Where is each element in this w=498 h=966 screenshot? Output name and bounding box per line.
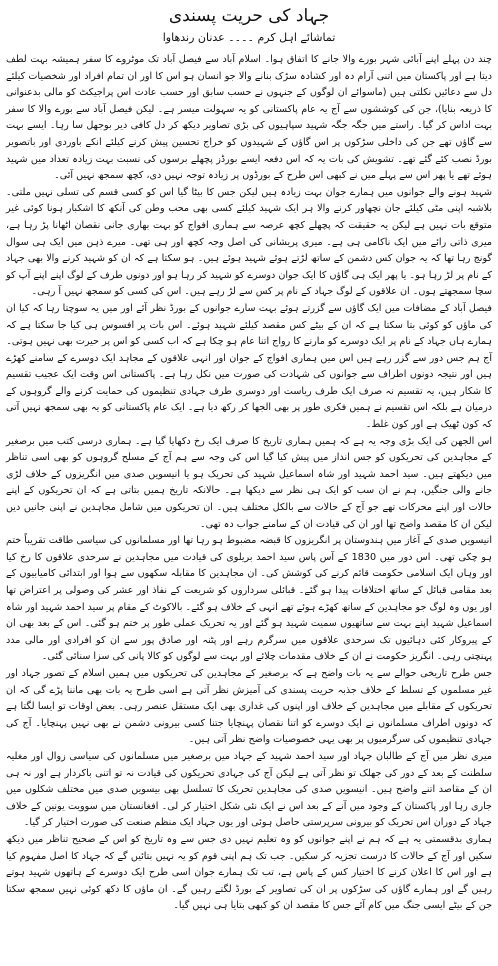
article-paragraph: انیسویں صدی کے آغاز میں ہندوستان پر انگریزوں کا قبضہ مضبوط ہو رہا تھا اور مسلمانوں کی سیاسی طاقت تقریباً ختم ہو چکی تھی۔ اس دور میں 1830 کے آس پاس سید احمد بریلوی کی قیادت میں مجاہدین نے سرحدی علاقوں کا رخ کیا اور وہاں ایک اسلامی حکومت قائم کرنے کی کوشش کی۔ ان مجاہدین کا مقابلہ سکھوں سے ہوا اور ابتدائی کامیابیوں کے بعد مقامی قبائل کے ساتھ اختلافات پیدا ہو گئے۔ قبائلی سرداروں کو شریعت کے نفاذ اور عشر کی وصولی پر اعتراض تھا اور یوں وہ لوگ جو مجاہدین کے ساتھ کھڑے ہوئے تھے انہی کے خلاف ہو گئے۔ بالاکوٹ کے مقام پر سید احمد شہید اور شاہ اسماعیل شہید اپنے بہت سے ساتھیوں سمیت شہید ہو گئے اور یہ تحریک عملی طور پر ختم ہو گئی۔ اس کے بعد بھی ان کے پیروکار کئی دہائیوں تک سرحدی علاقوں میں سرگرم رہے اور پٹنہ اور صادق پور سے ان کو افرادی اور مالی مدد پہنچتی رہی۔ انگریز حکومت نے ان کے خلاف مقدمات چلائے اور بہت سے لوگوں کو کالا پانی کی سزا سنائی گئی۔ (6, 535, 492, 663)
article-paragraph: جس طرح تاریخی حوالے سے یہ بات واضح ہے کہ برصغیر کے مجاہدین کی تحریکوں میں ہمیں اسلام کے تصور جہاد اور غیر مسلموں کے تسلط کے خلاف جذبہ حریت پسندی کی آمیزش نظر آتی ہے اسی طرح یہ بات بھی ماننا پڑے گی کہ ان تحریکوں کے مقابلے میں مجاہدین کے خلاف اور اپنوں کی غداری بھی ایک مستقل عنصر رہی۔ بعض اوقات تو ایسا لگتا ہے کہ دونوں اطراف مسلمانوں نے ایک دوسرے کو اتنا نقصان پہنچایا جتنا کسی بیرونی دشمن نے بھی نہیں پہنچایا۔ آج کی جہادی تنظیموں کی سرگرمیوں پر بھی یہی خصوصیات واضح نظر آتی ہیں۔ (6, 667, 492, 746)
article-title: جہاد کی حریت پسندی (168, 6, 330, 26)
article-paragraph: اس الجھن کی ایک بڑی وجہ یہ ہے کہ ہمیں ہماری تاریخ کا صرف ایک رخ دکھایا گیا ہے۔ ہماری درسی کتب میں برصغیر کے مجاہدین کی تحریکوں کو جس انداز میں پیش کیا گیا اس کی وجہ سے ہم آج کے مسلح گروہوں کو بھی اسی تناظر میں دیکھتے ہیں۔ سید احمد شہید اور شاہ اسماعیل شہید کی تحریک ہو یا انیسویں صدی میں انگریزوں کے خلاف لڑی جانے والی جنگیں، ہم نے ان سب کو ایک ہی نظر سے دیکھا ہے۔ حالانکہ تاریخ ہمیں بتاتی ہے کہ ان تحریکوں کے اپنے حالات اور اپنے محرکات تھے جو آج کے حالات سے بالکل مختلف ہیں۔ ان تحریکوں میں شامل مجاہدین نے اپنی جانیں دیں لیکن ان کا مقصد واضح تھا اور ان کی قیادت ان کے سامنے جواب دہ تھی۔ (6, 435, 492, 530)
article-paragraph: آج ہم جس دور سے گزر رہے ہیں اس میں ہماری افواج کے جوان اور انہی علاقوں کے مجاہد ایک دوسرے کے سامنے کھڑے ہیں اور نتیجہ دونوں اطراف سے جوانوں کی شہادت کی صورت میں نکل رہا ہے۔ پاکستانی اس وقت ایک عجیب تقسیم کا شکار ہیں، یہ تقسیم نہ صرف ایک طرف ریاست اور دوسری طرف جہادی تنظیموں کی حمایت کرنے والے گروہوں کے درمیان ہے بلکہ اس تقسیم نے ہمیں فکری طور پر بھی الجھا کر رکھ دیا ہے۔ ایک عام پاکستانی کو یہ بھی سمجھ نہیں آتی کہ کون ٹھیک ہے اور کون غلط۔ (6, 352, 492, 431)
article-byline: تماشائے اہل کرم ۔۔۔۔ عدنان رندھاوا (162, 31, 336, 44)
article-paragraph: ہماری بدقسمتی یہ ہے کہ ہم نے اپنے جوانوں کو وہ تعلیم نہیں دی جس سے وہ تاریخ کو اس کے صحیح تناظر میں دیکھ سکیں اور آج کے حالات کا درست تجزیہ کر سکیں۔ جب تک ہم اپنی قوم کو یہ نہیں بتائیں گے کہ جہاد کا اصل مفہوم کیا ہے اور اس کا اعلان کرنے کا اختیار کس کے پاس ہے، تب تک ہمارے جوان اسی طرح ایک دوسرے کے ہاتھوں شہید ہوتے رہیں گے اور ہمارے گاؤں کی سڑکوں پر ان کی تصاویر کے بورڈ لگتے رہیں گے۔ ان ماؤں کا دکھ کوئی نہیں سمجھ سکتا جن کے بیٹے ایسی جنگ میں کام آئے جس کا مقصد ان کو کبھی بتایا ہی نہیں گیا۔ (6, 833, 492, 912)
article-paragraph: میری نظر میں آج کے طالبان جہاد اور سید احمد شہید کے جہاد میں برصغیر میں مسلمانوں کی سیاسی زوال اور مغلیہ سلطنت کے بعد کے دور کی جھلک تو نظر آتی ہے لیکن آج کی جہادی تحریکوں کی قیادت نہ تو اتنی باکردار ہے اور نہ ہی ان کے مقاصد اتنے واضح ہیں۔ انیسویں صدی کی مجاہدین تحریک کا تسلسل بھی بیسویں صدی میں مختلف شکلوں میں جاری رہا اور پاکستان کے وجود میں آنے کے بعد اس نے ایک نئی شکل اختیار کر لی۔ افغانستان میں سوویت یونین کے خلاف جہاد کے دوران اس تحریک کو بیرونی سرپرستی حاصل ہوئی اور یوں جہاد ایک منظم صنعت کی صورت اختیار کر گیا۔ (6, 750, 492, 829)
article-paragraph: فیصل آباد کے مضافات میں ایک گاؤں سے گزرتے ہوئے بہت سارے جوانوں کے بورڈ نظر آئے اور میں یہ سوچتا رہا کہ کیا ان کی ماؤں کو کوئی بتا سکتا ہے کہ ان کے بیٹے کس مقصد کیلئے شہید ہوئے۔ اس بات پر افسوس ہی کیا جا سکتا ہے کہ ہمارے ہاں جہاد کے نام پر ایک دوسرے کو مارنے کا رواج اتنا عام ہو چکا ہے کہ اب کسی کو اس پر حیرت بھی نہیں ہوتی۔ (6, 302, 492, 348)
article-body (6, 52, 492, 915)
article-paragraph: چند دن پہلے اپنے آبائی شہر بورے والا جانے کا اتفاق ہوا۔ اسلام آباد سے فیصل آباد تک موٹروے کا سفر ہمیشہ بہت لطف دیتا ہے اور پاکستان میں اتنی آرام دہ اور کشادہ سڑک بنانے والا جو انسان ہو اس کا اور ان تمام افراد اور شخصیات کیلئے دل سے دعائیں نکلتی ہیں (ماسوائے ان لوگوں کے جنہوں نے حسب سابق اور حسب عادت اس پراجیکٹ کو مالی بدعنوانی کا ذریعہ بنایا)، جن کی کوششوں سے آج یہ عام پاکستانی کو یہ سہولت میسر ہے۔ لیکن فیصل آباد سے بورے والا کا سفر بہت اداس کر گیا۔ راستے میں جگہ جگہ شہید سپاہیوں کی بڑی تصاویر دیکھ کر دل کافی دیر بوجھل سا رہا۔ ایسے بہت سے گاؤں تھے جن کی داخلی سڑکوں پر اس گاؤں کے شہیدوں کو خراج تحسین پیش کرنے کیلئے انکے باوردی اور باتصویر بورڈ نصب کئے گئے تھے۔ تشویش کی بات یہ کہ اس دفعہ ایسے بورڈز پچھلے برسوں کی نسبت بہت زیادہ تعداد میں شہید ہوئے تھے یا پھر اس سے پہلے میں نے کبھی اس طرح کے بورڈوں پر زیادہ توجہ نہیں دی، کچھ سمجھ نہیں آئی۔ (6, 54, 492, 182)
article-paragraph: شہید ہونے والے جوانوں میں ہمارے جوان بہت زیادہ ہیں لیکن جس کا بیٹا گیا اس کو کسی قسم کی تسلی نہیں ملتی۔ بلاشبہ اپنی مٹی کیلئے جان نچھاور کرنے والا ہر ایک شہید کیلئے کسی بھی محب وطن کی آنکھ کا اشکبار ہونا کوئی غیر متوقع بات نہیں ہے لیکن یہ حقیقت کہ پچھلے کچھ عرصہ سے ہماری افواج کو بہت بھاری جانی نقصان اٹھانا پڑ رہا ہے، میری ذاتی رائے میں ایک ناکامی ہی ہے۔ میری پریشانی کی اصل وجہ کچھ اور ہی تھی۔ میرے ذہن میں ایک ہی سوال گونج رہا تھا کہ یہ جوان کس دشمن کے ساتھ لڑتے ہوئے شہید ہوئے ہیں۔ ہو سکتا ہے کہ ان کو شہید کرنے والا بھی جہاد کے نام پر لڑ رہا ہو۔ یا پھر ایک ہی گاؤں کا ایک جوان دوسرے کو شہید کر رہا ہو اور دونوں طرف کے لوگ اپنے اپنے آپ کو سچا سمجھتے ہوں۔ ان علاقوں کے لوگ جہاد کے نام پر کس سے لڑ رہے ہیں۔ اس کی کسی کو سمجھ نہیں آ رہی۔ (6, 186, 492, 298)
